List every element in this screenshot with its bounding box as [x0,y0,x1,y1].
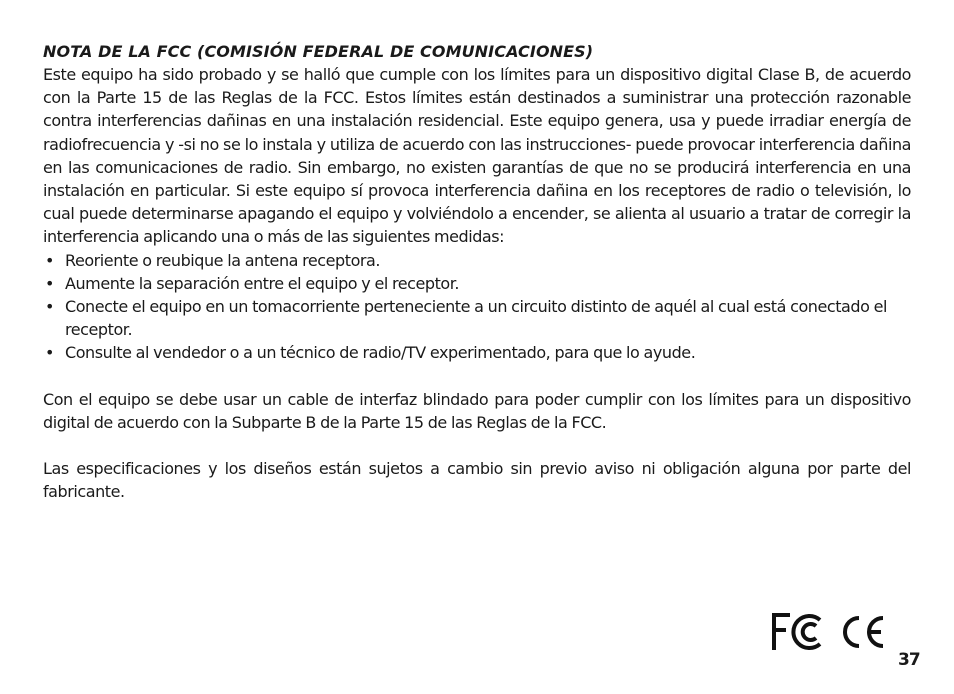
fcc-intro-paragraph: Este equipo ha sido probado y se halló que cumple con los límites para un dispositivo digital Clase B, de acuerdo con la Parte 15 de las Reglas de la FCC. Estos límites están destinados a suministrar una protección razonable contra interferencias dañinas en una instalación residencial. Este equipo genera, usa y puede irradiar energía de radiofrecuencia y -si no se lo instala y utiliza de acuerdo con las instrucciones- puede provocar interferencia dañina en las comunicaciones de radio. Sin embargo, no existen garantías de que no se producirá interferencia en una instalación en particular. Si este equipo sí provoca interferencia dañina en los receptores de radio o televisión, lo cual puede determinarse apagando el equipo y volviéndolo a encender, se alienta al usuario a tratar de corregir la interferencia aplicando una o más de las siguientes medidas: [43,65,911,247]
certification-marks-graphic [770,608,890,654]
list-item-text: Consulte al vendedor o a un técnico de radio/TV experimentado, para que lo ayude. [65,343,696,363]
page-number: 37 [898,650,920,670]
specs-note-paragraph: Las especificaciones y los diseños están sujetos a cambio sin previo aviso ni obligación alguna por parte del fabricante. [43,459,911,502]
ce-mark-icon [845,618,883,646]
measures-list [43,249,911,365]
list-item-text: Reoriente o reubique la antena receptora. [65,250,381,270]
bullet-icon: • [45,273,54,293]
fcc-note-title: NOTA DE LA FCC (COMISIÓN FEDERAL DE COMUNICACIONES) [43,42,594,61]
list-item [43,249,911,272]
bullet-icon: • [45,250,54,270]
list-item [43,295,911,341]
bullet-icon: • [45,297,54,317]
list-item-text: Conecte el equipo en un tomacorriente perteneciente a un circuito distinto de aquél al cual está conectado el receptor. [65,297,887,340]
list-item-text: Aumente la separación entre el equipo y el receptor. [65,273,460,293]
list-item [43,341,911,364]
document-page [43,40,911,503]
fcc-logo-icon [772,613,820,650]
cable-note-paragraph: Con el equipo se debe usar un cable de interfaz blindado para poder cumplir con los límites para un dispositivo digital de acuerdo con la Subparte B de la Parte 15 de las Reglas de la FCC. [43,389,911,432]
spacer [43,365,911,388]
certification-marks [770,608,890,654]
bullet-icon: • [45,343,54,363]
spacer [43,434,911,457]
list-item [43,272,911,295]
